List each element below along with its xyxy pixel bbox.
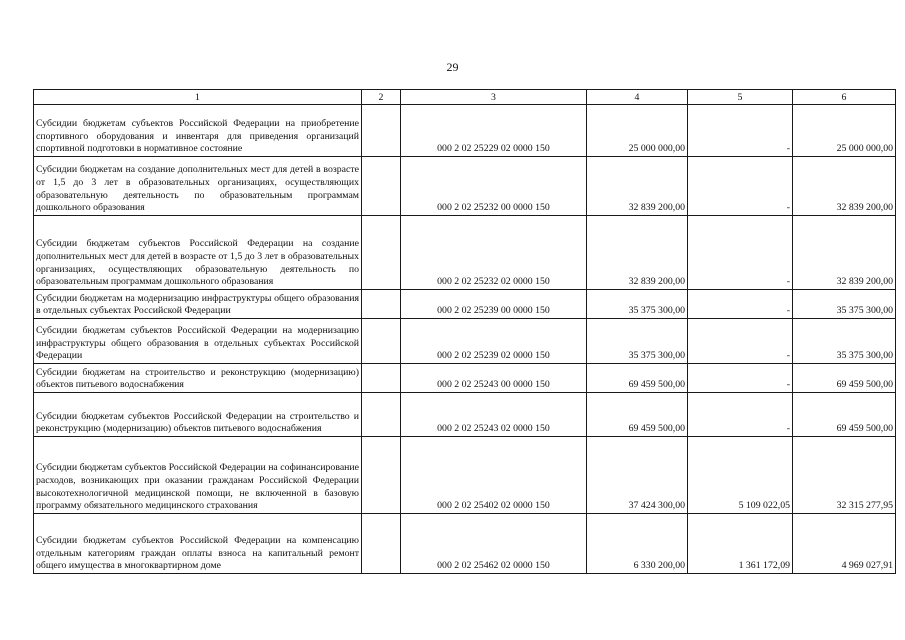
row-col5: - (688, 364, 793, 393)
page-number: 29 (446, 60, 459, 74)
budget-table (33, 89, 896, 574)
row-col6: 25 000 000,00 (793, 105, 896, 157)
row-col4: 35 375 300,00 (587, 319, 688, 364)
row-col2 (362, 105, 401, 157)
table-row (34, 514, 896, 574)
row-col6: 4 969 027,91 (793, 514, 896, 574)
row-code: 000 2 02 25462 02 0000 150 (401, 514, 587, 574)
row-col4: 35 375 300,00 (587, 290, 688, 319)
row-name: Субсидии бюджетам на модернизацию инфраструктуры общего образования в отдельных субъектах Российской Федерации (34, 290, 362, 319)
row-col4: 69 459 500,00 (587, 364, 688, 393)
row-col2 (362, 364, 401, 393)
row-col4: 69 459 500,00 (587, 393, 688, 437)
column-header-2: 2 (362, 90, 401, 105)
column-header-3: 3 (401, 90, 587, 105)
row-name: Субсидии бюджетам на строительство и реконструкцию (модернизацию) объектов питьевого водоснабжения (34, 364, 362, 393)
table-row (34, 437, 896, 514)
row-col2 (362, 437, 401, 514)
row-col6: 32 839 200,00 (793, 216, 896, 290)
row-name: Субсидии бюджетам субъектов Российской Федерации на компенсацию отдельным категориям граждан оплаты взноса на капитальный ремонт общего имущества в многоквартирном доме (34, 514, 362, 574)
row-col5: - (688, 319, 793, 364)
row-code: 000 2 02 25243 02 0000 150 (401, 393, 587, 437)
row-code: 000 2 02 25232 00 0000 150 (401, 157, 587, 216)
column-header-6: 6 (793, 90, 896, 105)
row-col2 (362, 319, 401, 364)
row-col5: - (688, 393, 793, 437)
row-col4: 37 424 300,00 (587, 437, 688, 514)
row-name: Субсидии бюджетам на создание дополнительных мест для детей в возрасте от 1,5 до 3 лет в образовательных организациях, осуществляющих образовательную деятельность по образовательным программам дошкольного образования (34, 157, 362, 216)
row-name: Субсидии бюджетам субъектов Российской Федерации на модернизацию инфраструктуры общего образования в отдельных субъектах Российской Федерации (34, 319, 362, 364)
column-header-4: 4 (587, 90, 688, 105)
column-header-1: 1 (34, 90, 362, 105)
row-code: 000 2 02 25402 02 0000 150 (401, 437, 587, 514)
row-col5: - (688, 105, 793, 157)
row-col4: 6 330 200,00 (587, 514, 688, 574)
table-row (34, 216, 896, 290)
table-row (34, 290, 896, 319)
row-name: Субсидии бюджетам субъектов Российской Федерации на приобретение спортивного оборудования и инвентаря для приведения организаций спортивной подготовки в нормативное состояние (34, 105, 362, 157)
row-col6: 32 315 277,95 (793, 437, 896, 514)
table-row (34, 364, 896, 393)
table-row (34, 393, 896, 437)
row-name: Субсидии бюджетам субъектов Российской Федерации на софинансирование расходов, возникающих при оказании гражданам Российской Федерации высокотехнологичной медицинской помощи, не включенной в базовую программу обязательного медицинского страхования (34, 437, 362, 514)
row-col2 (362, 514, 401, 574)
row-code: 000 2 02 25243 00 0000 150 (401, 364, 587, 393)
row-code: 000 2 02 25239 00 0000 150 (401, 290, 587, 319)
row-name: Субсидии бюджетам субъектов Российской Федерации на создание дополнительных мест для детей в возрасте от 1,5 до 3 лет в образовательных организациях, осуществляющих образовательную деятельность по образовательным программам дошкольного образования (34, 216, 362, 290)
row-code: 000 2 02 25229 02 0000 150 (401, 105, 587, 157)
row-name: Субсидии бюджетам субъектов Российской Федерации на строительство и реконструкцию (модернизацию) объектов питьевого водоснабжения (34, 393, 362, 437)
row-col5: 5 109 022,05 (688, 437, 793, 514)
row-col6: 69 459 500,00 (793, 364, 896, 393)
row-col6: 32 839 200,00 (793, 157, 896, 216)
table-header-row (34, 90, 896, 105)
table-row (34, 105, 896, 157)
row-col2 (362, 393, 401, 437)
row-col5: - (688, 216, 793, 290)
row-col5: 1 361 172,09 (688, 514, 793, 574)
table-row (34, 319, 896, 364)
row-col6: 35 375 300,00 (793, 290, 896, 319)
row-col6: 35 375 300,00 (793, 319, 896, 364)
row-col5: - (688, 290, 793, 319)
row-col4: 25 000 000,00 (587, 105, 688, 157)
column-header-5: 5 (688, 90, 793, 105)
row-col4: 32 839 200,00 (587, 157, 688, 216)
row-col2 (362, 290, 401, 319)
row-code: 000 2 02 25239 02 0000 150 (401, 319, 587, 364)
row-code: 000 2 02 25232 02 0000 150 (401, 216, 587, 290)
row-col2 (362, 216, 401, 290)
row-col6: 69 459 500,00 (793, 393, 896, 437)
row-col2 (362, 157, 401, 216)
row-col5: - (688, 157, 793, 216)
table-row (34, 157, 896, 216)
row-col4: 32 839 200,00 (587, 216, 688, 290)
